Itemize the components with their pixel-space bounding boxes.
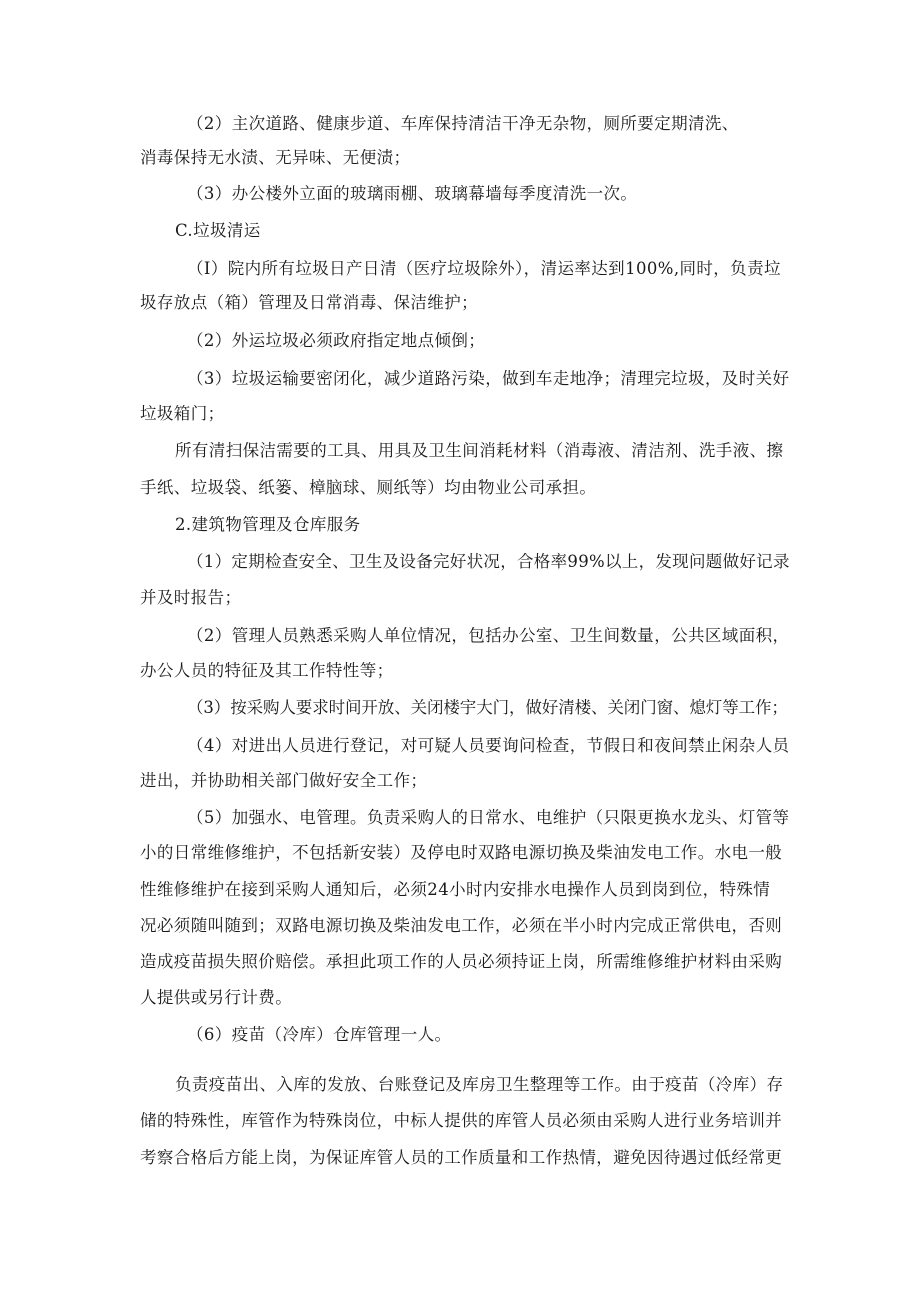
text-line: 储的特殊性，库管作为特殊岗位，中标人提供的库管人员必须由采购人进行业务培训并 bbox=[140, 1111, 783, 1130]
text-line: 造成疫苗损失照价赔偿。承担此项工作的人员必须持证上岗，所需维修维护材料由采购 bbox=[140, 952, 783, 971]
text-line: （3）办公楼外立面的玻璃雨棚、玻璃幕墙每季度清洗一次。 bbox=[187, 184, 638, 203]
text-line: （2）主次道路、健康步道、车库保持清洁干净无杂物，厕所要定期清洗、 bbox=[187, 114, 739, 133]
text-line: 人提供或另行计费。 bbox=[140, 988, 293, 1007]
text-line: 并及时报告； bbox=[140, 588, 242, 607]
text-line: 消毒保持无水渍、无异味、无便渍； bbox=[140, 148, 411, 167]
text-line: （4）对进出人员进行登记，对可疑人员要询问检查，节假日和夜间禁止闲杂人员 bbox=[187, 736, 790, 755]
text-line: （5）加强水、电管理。负责采购人的日常水、电维护（只限更换水龙头、灯管等 bbox=[187, 808, 790, 827]
text-line: 考察合格后方能上岗，为保证库管人员的工作质量和工作热情，避免因待遇过低经常更 bbox=[140, 1148, 783, 1167]
text-line: 负责疫苗出、入库的发放、台账登记及库房卫生整理等工作。由于疫苗（冷库）存 bbox=[175, 1075, 784, 1094]
text-line: 垃圾箱门； bbox=[140, 404, 225, 423]
text-line: 况必须随叫随到；双路电源切换及柴油发电工作，必须在半小时内完成正常供电，否则 bbox=[140, 916, 783, 935]
text-line: 办公人员的特征及其工作特性等； bbox=[140, 661, 394, 680]
text-line: 手纸、垃圾袋、纸篓、樟脑球、厕纸等）均由物业公司承担。 bbox=[140, 478, 597, 497]
text-line: （I）院内所有垃圾日产日清（医疗垃圾除外），清运率达到100%,同时，负责垃 bbox=[187, 259, 781, 278]
section-heading: C.垃圾清运 bbox=[175, 221, 261, 240]
text-line: （3）垃圾运输要密闭化，减少道路污染，做到车走地净；清理完垃圾，及时关好 bbox=[187, 369, 790, 388]
section-heading: 2.建筑物管理及仓库服务 bbox=[175, 515, 361, 534]
text-line: 进出，并协助相关部门做好安全工作； bbox=[140, 771, 428, 790]
text-line: （1）定期检查安全、卫生及设备完好状况，合格率99%以上，发现问题做好记录 bbox=[187, 552, 790, 571]
text-line: 性维修维护在接到采购人通知后，必须24小时内安排水电操作人员到岗到位，特殊情 bbox=[140, 880, 771, 899]
text-line: （3）按采购人要求时间开放、关闭楼宇大门，做好清楼、关闭门窗、熄灯等工作； bbox=[187, 698, 788, 717]
text-line: 所有清扫保洁需要的工具、用具及卫生间消耗材料（消毒液、清洁剂、洗手液、擦 bbox=[175, 441, 784, 460]
text-line: 小的日常维修维护，不包括新安装）及停电时双路电源切换及柴油发电工作。水电一般 bbox=[140, 843, 783, 862]
text-line: （6）疫苗（冷库）仓库管理一人。 bbox=[187, 1025, 452, 1044]
text-line: （2）管理人员熟悉采购人单位情况，包括办公室、卫生间数量，公共区域面积， bbox=[187, 626, 790, 645]
text-line: （2）外运垃圾必须政府指定地点倾倒； bbox=[187, 331, 486, 350]
text-line: 圾存放点（箱）管理及日常消毒、保洁维护； bbox=[140, 293, 478, 312]
